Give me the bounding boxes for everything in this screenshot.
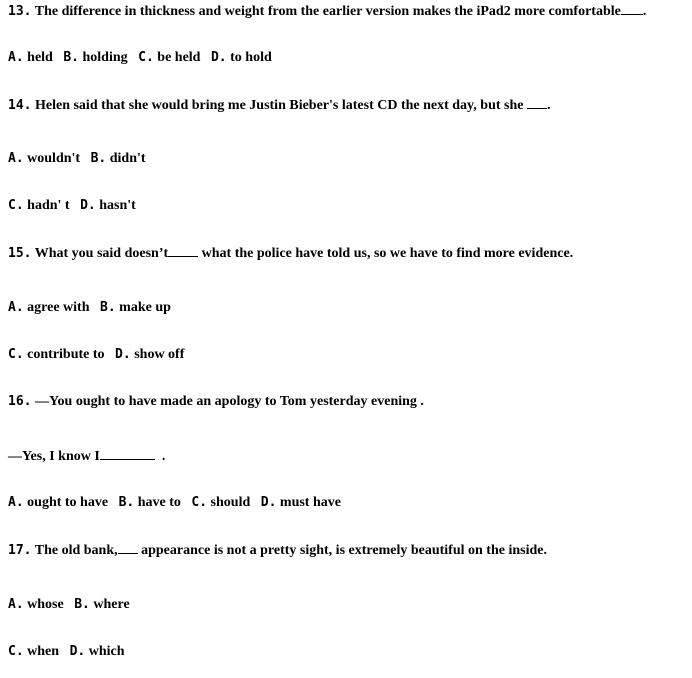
- question-text-end: appearance is not a pretty sight, is extremely beautiful on the inside.: [141, 543, 547, 558]
- option-text: which: [88, 644, 125, 659]
- question-text: Helen said that she would bring me Justin Bieber's latest CD the next day, but she: [34, 98, 524, 113]
- option-text: didn't: [109, 151, 146, 166]
- question-16-stem: [8, 393, 424, 411]
- question-13-options: [8, 49, 272, 67]
- option-text: show off: [134, 347, 185, 362]
- option-text: hadn' t: [27, 198, 70, 213]
- option-letter: A.: [8, 495, 24, 510]
- option-text: to hold: [230, 50, 272, 65]
- option-letter: B.: [90, 151, 107, 166]
- option-text: whose: [27, 597, 64, 612]
- option-text: should: [210, 495, 251, 510]
- option-text: holding: [82, 50, 128, 65]
- question-text: The difference in thickness and weight from the earlier version makes the iPad2 more comfortable: [34, 4, 621, 19]
- answer-blank: [168, 244, 198, 257]
- option-text: contribute to: [27, 347, 105, 362]
- question-number: 14.: [8, 98, 32, 113]
- option-text: must have: [279, 495, 341, 510]
- question-16-reply: [8, 447, 165, 466]
- option-text: where: [93, 597, 130, 612]
- question-text: What you said doesn’t: [34, 246, 169, 261]
- option-letter: C.: [8, 644, 24, 659]
- option-text: agree with: [27, 300, 90, 315]
- question-15-stem: [8, 244, 573, 263]
- option-letter: B.: [74, 597, 90, 612]
- option-text: ought to have: [27, 495, 109, 510]
- option-letter: D.: [80, 198, 96, 213]
- question-text-end: .: [546, 98, 551, 113]
- option-letter: B.: [63, 50, 79, 65]
- question-text-end: .: [642, 4, 647, 19]
- reply-text: —Yes, I know I: [8, 449, 100, 464]
- answer-blank: [100, 447, 155, 460]
- option-letter: A.: [8, 151, 24, 166]
- question-14-stem: [8, 96, 550, 115]
- option-letter: C.: [138, 50, 154, 65]
- option-text: held: [27, 50, 53, 65]
- question-number: 16.: [8, 394, 32, 409]
- question-number: 13.: [8, 4, 32, 19]
- question-number: 15.: [8, 246, 32, 261]
- option-letter: C.: [8, 198, 24, 213]
- question-16-options: [8, 494, 341, 512]
- option-text: make up: [119, 300, 171, 315]
- question-13-stem: [8, 2, 646, 21]
- question-17-options-2: [8, 643, 125, 661]
- question-number: 17.: [8, 543, 32, 558]
- option-letter: A.: [8, 597, 24, 612]
- option-letter: B.: [100, 300, 116, 315]
- answer-blank: [118, 541, 138, 554]
- option-text: when: [27, 644, 60, 659]
- option-letter: D.: [210, 50, 227, 65]
- option-text: be held: [157, 50, 201, 65]
- question-17-options-1: [8, 596, 130, 614]
- question-14-options-1: [8, 150, 146, 168]
- reply-text-end: .: [161, 449, 166, 464]
- option-letter: B.: [118, 495, 135, 510]
- answer-blank: [527, 96, 547, 109]
- question-17-stem: [8, 541, 547, 560]
- question-15-options-1: [8, 299, 171, 317]
- question-14-options-2: [8, 197, 136, 215]
- answer-blank: [621, 2, 643, 15]
- option-letter: A.: [8, 50, 24, 65]
- option-text: have to: [137, 495, 181, 510]
- option-text: wouldn't: [27, 151, 81, 166]
- option-letter: D.: [69, 644, 86, 659]
- option-letter: A.: [8, 300, 24, 315]
- option-letter: D.: [115, 347, 131, 362]
- question-text-end: .: [420, 394, 424, 409]
- option-letter: D.: [260, 495, 277, 510]
- question-15-options-2: [8, 346, 184, 364]
- option-letter: C.: [191, 495, 208, 510]
- question-text: —You ought to have made an apology to Tom yesterday evening: [34, 394, 417, 409]
- question-text-end: what the police have told us, so we have to find more evidence.: [201, 246, 574, 261]
- option-text: hasn't: [99, 198, 136, 213]
- question-text: The old bank,: [34, 543, 118, 558]
- option-letter: C.: [8, 347, 24, 362]
